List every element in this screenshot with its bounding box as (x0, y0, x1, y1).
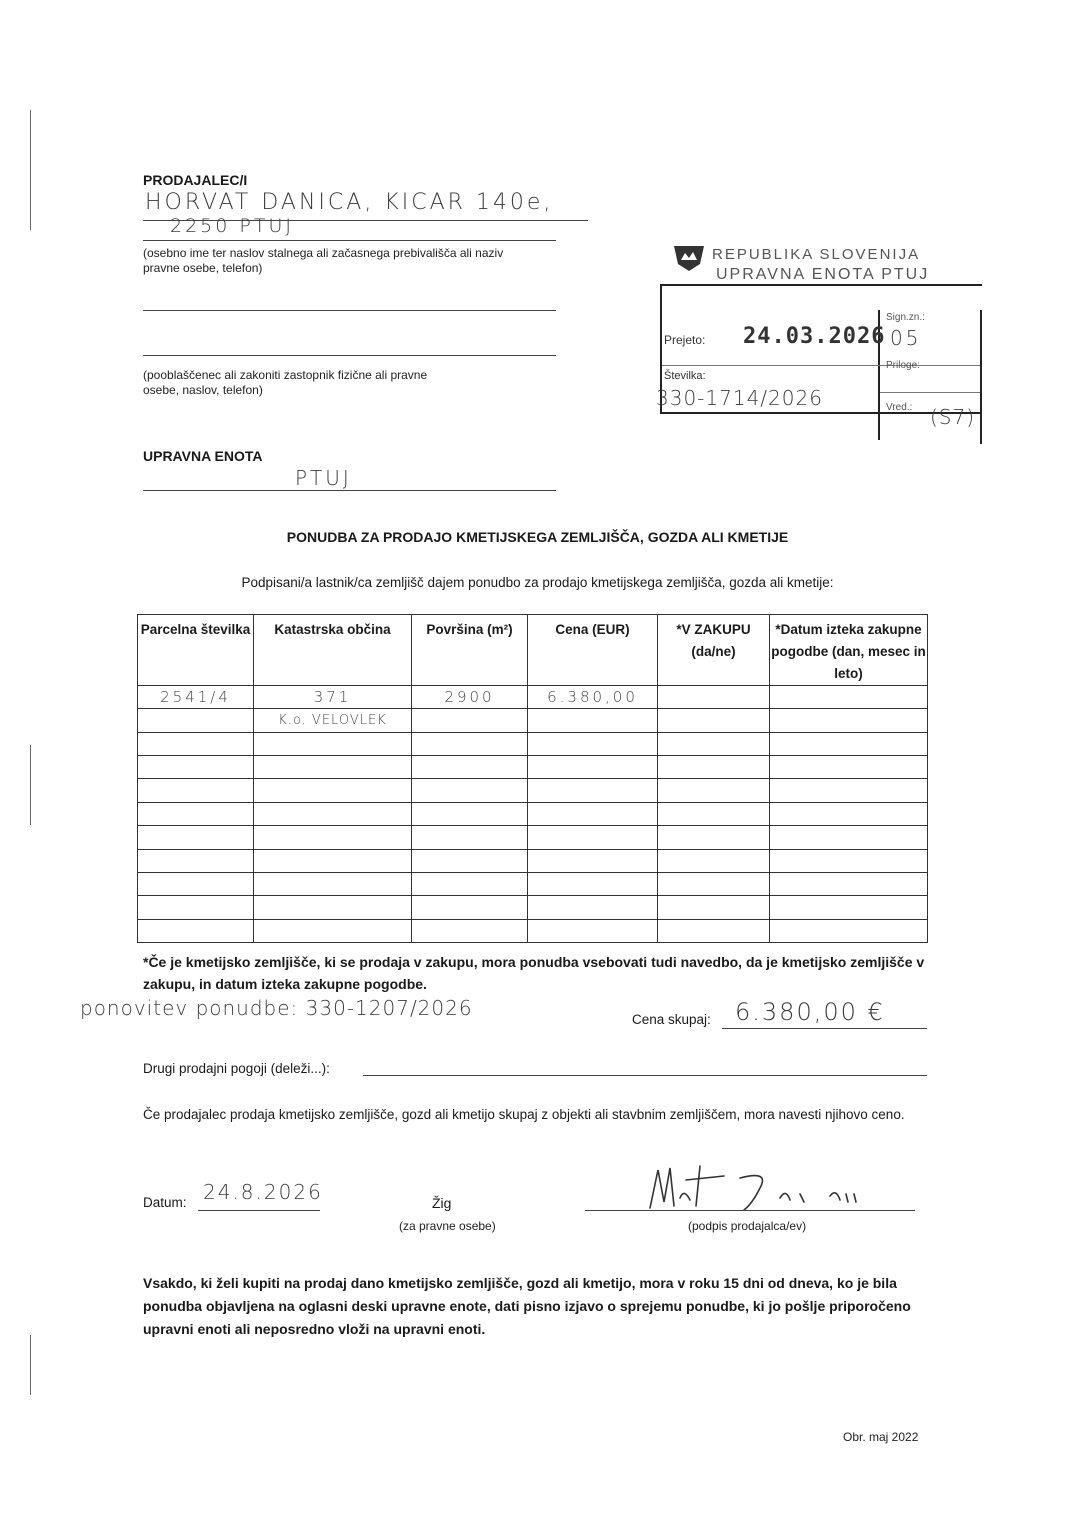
form-intro: Podpisani/a lastnik/ca zemljišč dajem ponudbo za prodajo kmetijskega zemljišča, gozda ali kmetije: (241, 575, 834, 590)
scan-edge-mark (30, 1335, 31, 1395)
signature-line (585, 1210, 915, 1211)
representative-note: (pooblaščenec ali zakoniti zastopnik fizične ali pravne osebe, naslov, telefon) (143, 368, 428, 397)
cell-area: 2900 (412, 686, 528, 709)
total-value: 6.380,00 € (735, 998, 885, 1026)
stamp-number-label: Številka: (664, 370, 706, 382)
table-row (138, 709, 928, 732)
cell-parcel (138, 709, 254, 732)
table-row (138, 919, 928, 942)
stamp-line-2: UPRAVNA ENOTA PTUJ (716, 266, 930, 283)
seal-label: Žig (432, 1195, 452, 1211)
seal-note: (za pravne osebe) (399, 1219, 496, 1233)
cell-cadastral: 371 (254, 686, 412, 709)
total-line (722, 1028, 927, 1029)
stamp-number-handwritten: 330-1714/2026 (656, 386, 823, 410)
cell-price (528, 709, 658, 732)
lease-footnote: *Če je kmetijsko zemljišče, ki se prodaja v zakupu, mora ponudba vsebovati tudi navedbo, da je kmetijsko zemljišče v zakupu, in datum izteka zakupne pogodbe. (143, 954, 925, 992)
col-header-area: Površina (m²) (412, 615, 528, 686)
stamp-value-label: Vred.: (886, 402, 913, 413)
repeat-offer-note: ponovitev ponudbe: 330-1207/2026 (80, 996, 473, 1020)
table-row (138, 686, 928, 709)
table-row (138, 756, 928, 779)
total-label: Cena skupaj: (632, 1012, 711, 1027)
admin-unit-handwritten: PTUJ (295, 466, 352, 490)
cell-area (412, 709, 528, 732)
admin-unit-heading: UPRAVNA ENOTA (143, 448, 263, 464)
signature-image (640, 1158, 880, 1218)
col-header-lease: *V ZAKUPU (da/ne) (658, 615, 770, 686)
seller-heading: PRODAJALEC/I (143, 172, 248, 188)
parcel-table (137, 614, 928, 943)
col-header-lease-end: *Datum izteka zakupne pogodbe (dan, mesec in leto) (770, 615, 928, 686)
signature-note: (podpis prodajalca/ev) (688, 1219, 807, 1233)
table-row (138, 779, 928, 802)
table-row (138, 802, 928, 825)
col-header-parcel: Parcelna številka (138, 615, 254, 686)
cell-lease-end (770, 686, 928, 709)
col-header-price: Cena (EUR) (528, 615, 658, 686)
admin-unit-line (143, 490, 556, 491)
stamp-received-date: 24.03.2026 (743, 324, 886, 349)
scan-edge-mark (30, 745, 31, 825)
cell-cadastral: K.o. VELOVLEK (254, 709, 412, 732)
other-terms-line (363, 1075, 927, 1076)
table-row (138, 849, 928, 872)
cell-lease-end (770, 709, 928, 732)
col-header-cadastral: Katastrska občina (254, 615, 412, 686)
seller-person-note: (osebno ime ter naslov stalnega ali začasnega prebivališča ali naziv pravne osebe, telefon) (143, 246, 504, 275)
scan-edge-mark (30, 110, 31, 230)
representative-line-1 (143, 310, 556, 311)
stamp-side-note: (S7) (930, 405, 976, 429)
cell-parcel: 2541/4 (138, 686, 254, 709)
cell-lease (658, 686, 770, 709)
table-row (138, 896, 928, 919)
other-terms-label: Drugi prodajni pogoji (deleži...): (143, 1061, 330, 1076)
representative-line-2 (143, 355, 556, 356)
received-stamp (650, 240, 990, 455)
seller-name-handwritten: HORVAT DANICA, KICAR 140e, (145, 190, 554, 215)
seller-line-2 (143, 240, 556, 241)
table-row (138, 872, 928, 895)
objects-note: Če prodajalec prodaja kmetijsko zemljišče, gozd ali kmetijo skupaj z objekti ali stavbnim zemljiščem, mora navesti njihovo ceno. (143, 1107, 905, 1122)
coat-of-arms-icon (672, 242, 706, 272)
cell-price: 6.380,00 (528, 686, 658, 709)
date-value: 24.8.2026 (203, 1180, 323, 1204)
stamp-attachments-label: Priloge: (886, 360, 920, 371)
cell-lease (658, 709, 770, 732)
stamp-sign-label: Sign.zn.: (886, 312, 925, 323)
table-row (138, 826, 928, 849)
date-line (198, 1210, 320, 1211)
form-title: PONUDBA ZA PRODAJO KMETIJSKEGA ZEMLJIŠČA, GOZDA ALI KMETIJE (286, 529, 789, 545)
stamp-received-label: Prejeto: (664, 333, 706, 347)
stamp-line-1: REPUBLIKA SLOVENIJA (712, 246, 921, 263)
table-row (138, 732, 928, 755)
date-label: Datum: (143, 1195, 187, 1210)
stamp-sign-value: 05 (890, 326, 922, 350)
form-version: Obr. maj 2022 (843, 1430, 919, 1444)
seller-address-handwritten: 2250 PTUJ (170, 215, 294, 237)
closing-notice: Vsakdo, ki želi kupiti na prodaj dano kmetijsko zemljišče, gozd ali kmetijo, mora v roku 15 dni od dneva, ko je bila ponudba objavljena na oglasni deski upravne enote, dati pisno izjavo o sprejemu ponudbe, ki jo pošlje priporočeno upravni enoti ali neposredno vloži na upravni enoti. (143, 1275, 911, 1337)
